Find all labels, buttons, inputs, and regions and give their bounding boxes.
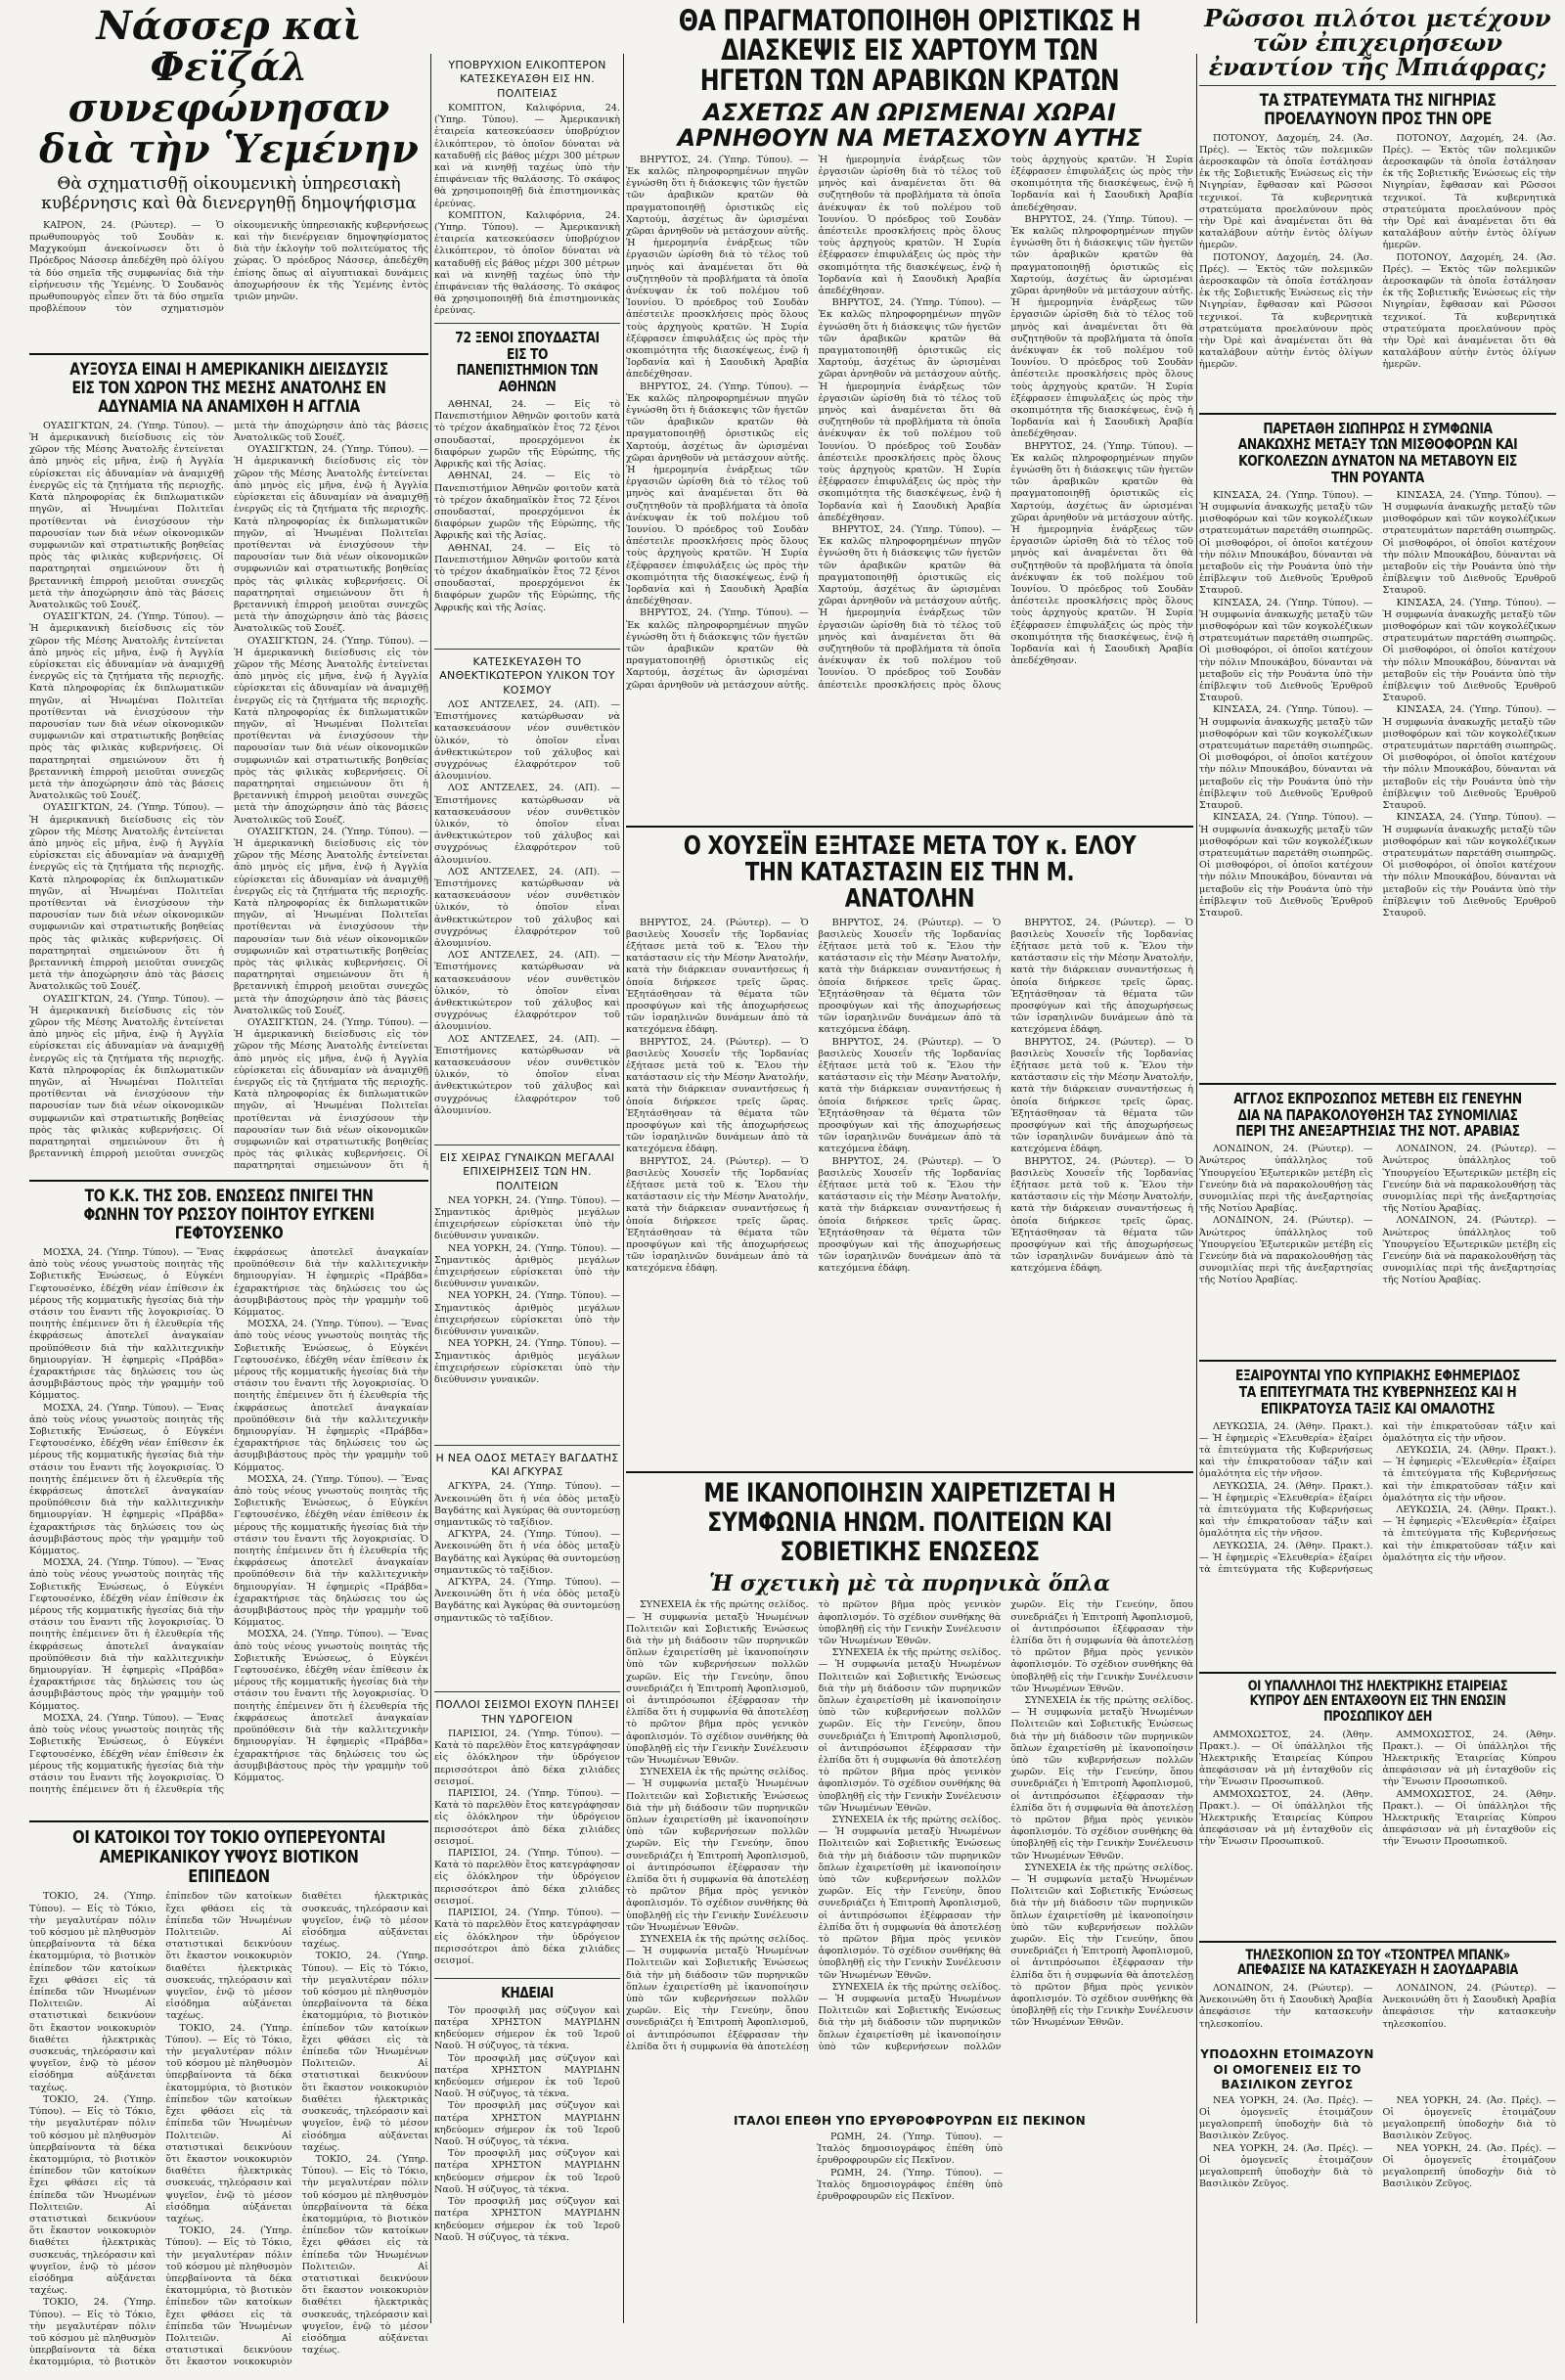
story-body: ΛΟΣ ΑΝΤΖΕΛΕΣ, 24. (ΑΠ). — Ἐπιστήμονες κατώρθωσαν νὰ κατασκευάσουν νέον συνθετικὸν ὑλικόν, τὸ ὁποῖον εἶναι ἀνθεκτικώτερον τοῦ χάλυβος καὶ συγχρόνως ἐλαφρότερον τοῦ ἀλουμινίου. <box>434 867 620 950</box>
story-body: ΟΥΑΣΙΓΚΤΩΝ, 24. (Ὑπηρ. Τύπου). — Ἡ ἀμερικανικὴ διείσδυσις εἰς τὸν χῶρον τῆς Μέσης Ἀνατολῆς ἐντείνεται ἀπὸ μηνὸς εἰς μῆνα, ἐνῷ ἡ Ἀγγλία εὑρίσκεται εἰς ἀδυναμίαν νὰ ἀναμιχθῇ ἐνεργῶς εἰς τὰ ζητήματα τῆς περιοχῆς. Κατὰ πληροφορίας ἐκ διπλωματικῶν πηγῶν, αἱ Ἡνωμέναι Πολιτεῖαι προτίθενται νὰ ἐνισχύσουν τὴν παρουσίαν των διὰ νέων οἰκονομικῶν συμφωνιῶν καὶ στρατιωτικῆς βοηθείας πρὸς τὰς φιλικὰς κυβερνήσεις. Οἱ παρατηρηταὶ σημειώνουν ὅτι ἡ βρεταννικὴ ἐπιρροὴ μειοῦται συνεχῶς μετὰ τὴν ἀποχώρησιν ἀπὸ τὰς βάσεις Ἀνατολικῶς τοῦ Σουέζ. <box>29 611 224 802</box>
story-body: ΒΗΡΥΤΟΣ, 24. (Ὑπηρ. Τύπου). — Ἐκ καλῶς πληροφορημένων πηγῶν ἐγνώσθη ὅτι ἡ διάσκεψις τῶν ἡγετῶν τῶν ἀραβικῶν κρατῶν θὰ πραγματοποιηθῇ ὁριστικῶς εἰς Χαρτούμ, ἀσχέτως ἂν ὡρισμέναι χῶραι ἀρνηθοῦν νὰ μετάσχουν αὐτῆς. Ἡ ἡμερομηνία ἐνάρξεως τῶν ἐργασιῶν ὡρίσθη διὰ τὸ τέλος τοῦ μηνὸς καὶ ἀναμένεται ὅτι θὰ συζητηθοῦν τὰ προβλήματα τὰ ὁποῖα ἀνέκυψαν ἐκ τοῦ πολέμου τοῦ Ἰουνίου. Ὁ πρόεδρος τοῦ Σουδὰν ἀπέστειλε προσκλήσεις πρὸς ὅλους τοὺς ἀρχηγοὺς κρατῶν. Ἡ Συρία ἐξέφρασεν ἐπιφυλάξεις ὡς πρὸς τὴν σκοπιμότητα τῆς διασκέψεως, ἐνῷ ἡ Ἰορδανία καὶ ἡ Σαουδικὴ Ἀραβία ἀπεδέχθησαν. <box>1010 441 1193 668</box>
story-body: ΜΟΣΧΑ, 24. (Ὑπηρ. Τύπου). — Ἕνας ἀπὸ τοὺς νέους γνωστοὺς ποιητὰς τῆς Σοβιετικῆς Ἑνώσεως, ὁ Εὐγκένι Γεφτουσένκο, ἐδέχθη νέαν ἐπίθεσιν ἐκ μέρους τῆς κομματικῆς ἡγεσίας διὰ τὴν στάσιν του ἔναντι τῆς λογοκρισίας. Ὁ ποιητὴς ἐπέμεινεν ὅτι ἡ ἐλευθερία τῆς ἐκφράσεως ἀποτελεῖ ἀναγκαίαν προϋπόθεσιν διὰ τὴν καλλιτεχνικὴν δημιουργίαν. Ἡ ἐφημερὶς «Πράβδα» ἐχαρακτήρισε τὰς δηλώσεις του ὡς ἀσυμβιβάστους πρὸς τὴν γραμμὴν τοῦ Κόμματος. <box>234 1474 428 1630</box>
story-body: ΑΜΜΟΧΩΣΤΟΣ, 24. (Ἀθην. Πρακτ.). — Οἱ ὑπάλληλοι τῆς Ἠλεκτρικῆς Ἑταιρείας Κύπρου ἀπεφάσισαν νὰ μὴ ἐνταχθοῦν εἰς τὴν Ἕνωσιν Προσωπικοῦ. <box>1383 1729 1557 1789</box>
story-body: ΟΥΑΣΙΓΚΤΩΝ, 24. (Ὑπηρ. Τύπου). — Ἡ ἀμερικανικὴ διείσδυσις εἰς τὸν χῶρον τῆς Μέσης Ἀνατολῆς ἐντείνεται ἀπὸ μηνὸς εἰς μῆνα, ἐνῷ ἡ Ἀγγλία εὑρίσκεται εἰς ἀδυναμίαν νὰ ἀναμιχθῇ ἐνεργῶς εἰς τὰ ζητήματα τῆς περιοχῆς. Κατὰ πληροφορίας ἐκ διπλωματικῶν πηγῶν, αἱ Ἡνωμέναι Πολιτεῖαι προτίθενται νὰ ἐνισχύσουν τὴν παρουσίαν των διὰ νέων οἰκονομικῶν συμφωνιῶν καὶ στρατιωτικῆς βοηθείας πρὸς τὰς φιλικὰς κυβερνήσεις. Οἱ παρατηρηταὶ σημειώνουν ὅτι ἡ βρεταννικὴ ἐπιρροὴ μειοῦται συνεχῶς μετὰ τὴν ἀποχώρησιν ἀπὸ τὰς βάσεις Ἀνατολικῶς τοῦ Σουέζ. <box>29 802 224 993</box>
story-body: ΒΗΡΥΤΟΣ, 24. (Ὑπηρ. Τύπου). — Ἐκ καλῶς πληροφορημένων πηγῶν ἐγνώσθη ὅτι ἡ διάσκεψις τῶν ἡγετῶν τῶν ἀραβικῶν κρατῶν θὰ πραγματοποιηθῇ ὁριστικῶς εἰς Χαρτούμ, ἀσχέτως ἂν ὡρισμέναι χῶραι ἀρνηθοῦν νὰ μετάσχουν αὐτῆς. Ἡ ἡμερομηνία ἐνάρξεως τῶν ἐργασιῶν ὡρίσθη διὰ τὸ τέλος τοῦ μηνὸς καὶ ἀναμένεται ὅτι θὰ συζητηθοῦν τὰ προβλήματα τὰ ὁποῖα ἀνέκυψαν ἐκ τοῦ πολέμου τοῦ Ἰουνίου. Ὁ πρόεδρος τοῦ Σουδὰν ἀπέστειλε προσκλήσεις πρὸς ὅλους τοὺς ἀρχηγοὺς κρατῶν. Ἡ Συρία ἐξέφρασεν ἐπιφυλάξεις ὡς πρὸς τὴν σκοπιμότητα τῆς διασκέψεως, ἐνῷ ἡ Ἰορδανία καὶ ἡ Σαουδικὴ Ἀραβία ἀπεδέχθησαν. <box>626 382 809 608</box>
story-title: ΤΗΛΕΣΚΟΠΙΟΝ ΣΩ ΤΟΥ «ΤΣΟΝΤΡΕΛ ΜΠΑΝΚ» ΑΠΕΦΑΣΙΣΕ ΝΑ ΚΑΤΑΣΚΕΥΑΣΗ Η ΣΑΟΥΔΑΡΑΒΙΑ <box>1231 1949 1524 1979</box>
story-body: ΝΕΑ ΥΟΡΚΗ, 24. (Ὑπηρ. Τύπου). — Σημαντικὸς ἀριθμὸς μεγάλων ἐπιχειρήσεων εὑρίσκεται ὑπὸ τὴν διεύθυνσιν γυναικῶν. <box>434 1195 620 1243</box>
story-title: ΟΙ ΥΠΑΛΛΗΛΟΙ ΤΗΣ ΗΛΕΚΤΡΙΚΗΣ ΕΤΑΙΡΕΙΑΣ ΚΥΠΡΟΥ ΔΕΝ ΕΝΤΑΧΘΟΥΝ ΕΙΣ ΤΗΝ ΕΝΩΣΙΝ ΠΡΟΣΩΠΙΚΟΥ ΔΕΗ <box>1231 1680 1524 1726</box>
story-body: ΑΘΗΝΑΙ, 24. — Εἰς τὸ Πανεπιστήμιον Ἀθηνῶν φοιτοῦν κατὰ τὸ τρέχον ἀκαδημαϊκὸν ἔτος 72 ξένοι σπουδασταί, προερχόμενοι ἐκ διαφόρων χωρῶν τῆς Εὐρώπης, τῆς Ἀφρικῆς καὶ τῆς Ἀσίας. <box>434 471 620 542</box>
story-body: ΛΟΝΔΙΝΟΝ, 24. (Ρώυτερ). — Ἀνώτερος ὑπάλληλος τοῦ Ὑπουργείου Ἐξωτερικῶν μετέβη εἰς Γενεύην διὰ νὰ παρακολουθήσῃ τὰς συνομιλίας περὶ τῆς ἀνεξαρτησίας τῆς Νοτίου Ἀραβίας. <box>1383 1215 1557 1286</box>
story-body: ΠΟΤΟΝΟΥ, Δαχομέη, 24. (Ἀσ. Πρές). — Ἐκτὸς τῶν πολεμικῶν ἀεροσκαφῶν τὰ ὁποῖα ἐστάλησαν ἐκ τῆς Σοβιετικῆς Ἑνώσεως εἰς τὴν Νιγηρίαν, ἔφθασαν καὶ Ρῶσσοι τεχνικοί. Τὰ κυβερνητικὰ στρατεύματα προελαύνουν πρὸς τὴν Ὀρὲ καὶ ἀναμένεται ὅτι θὰ καταλάβουν αὐτὴν ἐντὸς ὀλίγων ἡμερῶν. <box>1199 133 1373 252</box>
story-body: ΠΑΡΙΣΙΟΙ, 24. (Ὑπηρ. Τύπου). — Κατὰ τὸ παρελθὸν ἔτος κατεγράφησαν εἰς ὁλόκληρον τὴν ὑδρόγειον περισσότεροι ἀπὸ δέκα χιλιάδες σεισμοί. <box>434 1848 620 1908</box>
obituary-body: Τὸν προσφιλῆ μας σύζυγον καὶ πατέρα ΧΡΗΣΤΟΝ ΜΑΥΡΙΔΗΝ κηδεύομεν σήμερον ἐκ τοῦ Ἱεροῦ Ναοῦ. Ἡ σύζυγος, τὰ τέκνα. <box>434 2148 620 2196</box>
story-body: ΚΙΝΣΑΣΑ, 24. (Ὑπηρ. Τύπου). — Ἡ συμφωνία ἀνακωχῆς μεταξὺ τῶν μισθοφόρων καὶ τῶν κογκολέζικων στρατευμάτων παρετάθη σιωπηρῶς. Οἱ μισθοφόροι, οἱ ὁποῖοι κατέχουν τὴν πόλιν Μπουκάβου, δύνανται νὰ μεταβοῦν εἰς τὴν Ρουάντα ὑπὸ τὴν ἐπίβλεψιν τοῦ Διεθνοῦς Ἐρυθροῦ Σταυροῦ. <box>1383 704 1557 812</box>
story-title: ΑΓΓΛΟΣ ΕΚΠΡΟΣΩΠΟΣ ΜΕΤΕΒΗ ΕΙΣ ΓΕΝΕΥΗΝ ΔΙΑ ΝΑ ΠΑΡΑΚΟΛΟΥΘΗΣΗ ΤΑΣ ΣΥΝΟΜΙΛΙΑΣ ΠΕΡΙ ΤΗΣ ΑΝΕΞΑΡΤΗΣΙΑΣ ΤΗΣ ΝΟΤ. ΑΡΑΒΙΑΣ <box>1231 1091 1524 1140</box>
story-body: ΑΓΚΥΡΑ, 24. (Ὑπηρ. Τύπου). — Ἀνεκοινώθη ὅτι ἡ νέα ὁδὸς μεταξὺ Βαγδάτης καὶ Ἀγκύρας θὰ συντομεύσῃ σημαντικῶς τὸ ταξίδιον. <box>434 1577 620 1625</box>
story-body: ΣΥΝΕΧΕΙΑ ἐκ τῆς πρώτης σελίδος. — Ἡ συμφωνία μεταξὺ Ἡνωμένων Πολιτειῶν καὶ Σοβιετικῆς Ἑνώσεως διὰ τὴν μὴ διάδοσιν τῶν πυρηνικῶν ὅπλων ἐχαιρετίσθη μὲ ἱκανοποίησιν ὑπὸ τῶν κυβερνήσεων πολλῶν χωρῶν. Εἰς τὴν Γενεύην, ὅπου συνεδριάζει ἡ Ἐπιτροπὴ Ἀφοπλισμοῦ, οἱ ἀντιπρόσωποι ἐξέφρασαν τὴν ἐλπίδα ὅτι ἡ συμφωνία θὰ ἀποτελέσῃ τὸ πρῶτον βῆμα πρὸς γενικὸν ἀφοπλισμόν. Τὸ σχέδιον συνθήκης θὰ ὑποβληθῇ εἰς τὴν Γενικὴν Συνέλευσιν τῶν Ἡνωμένων Ἐθνῶν. <box>626 1599 809 1767</box>
story-body: ΣΥΝΕΧΕΙΑ ἐκ τῆς πρώτης σελίδος. — Ἡ συμφωνία μεταξὺ Ἡνωμένων Πολιτειῶν καὶ Σοβιετικῆς Ἑνώσεως διὰ τὴν μὴ διάδοσιν τῶν πυρηνικῶν ὅπλων ἐχαιρετίσθη μὲ ἱκανοποίησιν ὑπὸ τῶν κυβερνήσεων πολλῶν χωρῶν. Εἰς τὴν Γενεύην, ὅπου συνεδριάζει ἡ Ἐπιτροπὴ Ἀφοπλισμοῦ, οἱ ἀντιπρόσωποι ἐξέφρασαν τὴν ἐλπίδα ὅτι ἡ συμφωνία θὰ ἀποτελέσῃ τὸ πρῶτον βῆμα πρὸς γενικὸν ἀφοπλισμόν. Τὸ σχέδιον συνθήκης θὰ ὑποβληθῇ εἰς τὴν Γενικὴν Συνέλευσιν τῶν Ἡνωμένων Ἐθνῶν. <box>1010 1863 1193 2030</box>
story-title: ΠΑΡΕΤΑΘΗ ΣΙΩΠΗΡΩΣ Η ΣΥΜΦΩΝΙΑ ΑΝΑΚΩΧΗΣ ΜΕΤΑΞΥ ΤΩΝ ΜΙΣΘΟΦΟΡΩΝ ΚΑΙ ΚΟΓΚΟΛΕΖΩΝ ΔΥΝΑΤΟΝ ΝΑ ΜΕΤΑΒΟΥΝ ΕΙΣ ΤΗΝ ΡΟΥΑΝΤΑ <box>1231 421 1524 486</box>
story-body <box>434 210 620 318</box>
story-body: ΝΕΑ ΥΟΡΚΗ, 24. (Ὑπηρ. Τύπου). — Σημαντικὸς ἀριθμὸς μεγάλων ἐπιχειρήσεων εὑρίσκεται ὑπὸ τὴν διεύθυνσιν γυναικῶν. <box>434 1243 620 1291</box>
story-body: ΚΙΝΣΑΣΑ, 24. (Ὑπηρ. Τύπου). — Ἡ συμφωνία ἀνακωχῆς μεταξὺ τῶν μισθοφόρων καὶ τῶν κογκολέζικων στρατευμάτων παρετάθη σιωπηρῶς. Οἱ μισθοφόροι, οἱ ὁποῖοι κατέχουν τὴν πόλιν Μπουκάβου, δύνανται νὰ μεταβοῦν εἰς τὴν Ρουάντα ὑπὸ τὴν ἐπίβλεψιν τοῦ Διεθνοῦς Ἐρυθροῦ Σταυροῦ. <box>1199 812 1373 920</box>
story-body: ΠΟΤΟΝΟΥ, Δαχομέη, 24. (Ἀσ. Πρές). — Ἐκτὸς τῶν πολεμικῶν ἀεροσκαφῶν τὰ ὁποῖα ἐστάλησαν ἐκ τῆς Σοβιετικῆς Ἑνώσεως εἰς τὴν Νιγηρίαν, ἔφθασαν καὶ Ρῶσσοι τεχνικοί. Τὰ κυβερνητικὰ στρατεύματα προελαύνουν πρὸς τὴν Ὀρὲ καὶ ἀναμένεται ὅτι θὰ καταλάβουν αὐτὴν ἐντὸς ὀλίγων ἡμερῶν. <box>1199 252 1373 372</box>
story-body: ΚΙΝΣΑΣΑ, 24. (Ὑπηρ. Τύπου). — Ἡ συμφωνία ἀνακωχῆς μεταξὺ τῶν μισθοφόρων καὶ τῶν κογκολέζικων στρατευμάτων παρετάθη σιωπηρῶς. Οἱ μισθοφόροι, οἱ ὁποῖοι κατέχουν τὴν πόλιν Μπουκάβου, δύνανται νὰ μεταβοῦν εἰς τὴν Ρουάντα ὑπὸ τὴν ἐπίβλεψιν τοῦ Διεθνοῦς Ἐρυθροῦ Σταυροῦ. <box>1383 490 1557 598</box>
story-body: ΑΜΜΟΧΩΣΤΟΣ, 24. (Ἀθην. Πρακτ.). — Οἱ ὑπάλληλοι τῆς Ἠλεκτρικῆς Ἑταιρείας Κύπρου ἀπεφάσισαν νὰ μὴ ἐνταχθοῦν εἰς τὴν Ἕνωσιν Προσωπικοῦ. <box>1383 1789 1557 1849</box>
story-body: ΟΥΑΣΙΓΚΤΩΝ, 24. (Ὑπηρ. Τύπου). — Ἡ ἀμερικανικὴ διείσδυσις εἰς τὸν χῶρον τῆς Μέσης Ἀνατολῆς ἐντείνεται ἀπὸ μηνὸς εἰς μῆνα, ἐνῷ ἡ Ἀγγλία εὑρίσκεται εἰς ἀδυναμίαν νὰ ἀναμιχθῇ ἐνεργῶς εἰς τὰ ζητήματα τῆς περιοχῆς. Κατὰ πληροφορίας ἐκ διπλωματικῶν πηγῶν, αἱ Ἡνωμέναι Πολιτεῖαι προτίθενται νὰ ἐνισχύσουν τὴν παρουσίαν των διὰ νέων οἰκονομικῶν συμφωνιῶν καὶ στρατιωτικῆς βοηθείας πρὸς τὰς φιλικὰς κυβερνήσεις. Οἱ παρατηρηταὶ σημειώνουν ὅτι ἡ βρεταννικὴ ἐπιρροὴ μειοῦται συνεχῶς μετὰ τὴν ἀποχώρησιν ἀπὸ τὰς βάσεις Ἀνατολικῶς τοῦ Σουέζ. <box>234 827 428 1017</box>
column-2 <box>434 0 620 2269</box>
story-title: ΚΑΤΕΣΚΕΥΑΣΘΗ ΤΟ ΑΝΘΕΚΤΙΚΩΤΕΡΟΝ ΥΛΙΚΟΝ ΤΟΥ ΚΟΣΜΟΥ <box>434 655 620 697</box>
story-body: ΝΕΑ ΥΟΡΚΗ, 24. (Ὑπηρ. Τύπου). — Σημαντικὸς ἀριθμὸς μεγάλων ἐπιχειρήσεων εὑρίσκεται ὑπὸ τὴν διεύθυνσιν γυναικῶν. <box>434 1338 620 1386</box>
story-body: ΝΕΑ ΥΟΡΚΗ, 24. (Ἀσ. Πρές). — Οἱ ὁμογενεῖς ἑτοιμάζουν μεγαλοπρεπῆ ὑποδοχὴν διὰ τὸ Βασιλικὸν Ζεῦγος. <box>1199 2095 1373 2143</box>
column-rule <box>623 54 624 2323</box>
story-body: ΤΟΚΙΟ, 24. (Ὑπηρ. Τύπου). — Εἰς τὸ Τόκιο, τὴν μεγαλυτέραν πόλιν τοῦ κόσμου μὲ πληθυσμὸν ὑπερβαίνοντα τὰ δέκα ἑκατομμύρια, τὸ βιοτικὸν ἐπίπεδον τῶν κατοίκων ἔχει φθάσει εἰς τὰ ἐπίπεδα τῶν Ἡνωμένων Πολιτειῶν. Αἱ στατιστικαὶ δεικνύουν ὅτι ἕκαστον νοικοκυριὸν διαθέτει ἠλεκτρικὰς συσκευάς, τηλεόρασιν καὶ ψυγεῖον, ἐνῷ τὸ μέσον εἰσόδημα αὐξάνεται ταχέως. <box>302 1951 428 2153</box>
story-title: Ο ΧΟΥΣΕΪΝ ΕΞΗΤΑΣΕ ΜΕΤΑ ΤΟΥ κ. ΕΛΟΥ ΤΗΝ ΚΑΤΑΣΤΑΣΙΝ ΕΙΣ ΤΗΝ Μ. ΑΝΑΤΟΛΗΝ <box>677 833 1142 914</box>
story-body: ΛΟΣ ΑΝΤΖΕΛΕΣ, 24. (ΑΠ). — Ἐπιστήμονες κατώρθωσαν νὰ κατασκευάσουν νέον συνθετικὸν ὑλικόν, τὸ ὁποῖον εἶναι ἀνθεκτικώτερον τοῦ χάλυβος καὶ συγχρόνως ἐλαφρότερον τοῦ ἀλουμινίου. <box>434 1034 620 1117</box>
story-body: ΜΟΣΧΑ, 24. (Ὑπηρ. Τύπου). — Ἕνας ἀπὸ τοὺς νέους γνωστοὺς ποιητὰς τῆς Σοβιετικῆς Ἑνώσεως, ὁ Εὐγκένι Γεφτουσένκο, ἐδέχθη νέαν ἐπίθεσιν ἐκ μέρους τῆς κομματικῆς ἡγεσίας διὰ τὴν στάσιν του ἔναντι τῆς λογοκρισίας. Ὁ ποιητὴς ἐπέμεινεν ὅτι ἡ ἐλευθερία τῆς ἐκφράσεως ἀποτελεῖ ἀναγκαίαν προϋπόθεσιν διὰ τὴν καλλιτεχνικὴν δημιουργίαν. Ἡ ἐφημερὶς «Πράβδα» ἐχαρακτήρισε τὰς δηλώσεις του ὡς ἀσυμβιβάστους πρὸς τὴν γραμμὴν τοῦ Κόμματος. <box>29 1247 224 1403</box>
story-body: ΛΕΥΚΩΣΙΑ, 24. (Ἀθην. Πρακτ.). — Ἡ ἐφημερὶς «Ἐλευθερία» ἐξαίρει τὰ ἐπιτεύγματα τῆς Κυβερνήσεως καὶ τὴν ἐπικρατοῦσαν τάξιν καὶ ὁμαλότητα εἰς τὴν νῆσον. <box>1199 1421 1373 1481</box>
story-body: ΤΟΚΙΟ, 24. (Ὑπηρ. Τύπου). — Εἰς τὸ Τόκιο, τὴν μεγαλυτέραν πόλιν τοῦ κόσμου μὲ πληθυσμὸν ὑπερβαίνοντα τὰ δέκα ἑκατομμύρια, τὸ βιοτικὸν ἐπίπεδον τῶν κατοίκων ἔχει φθάσει εἰς τὰ ἐπίπεδα τῶν Ἡνωμένων Πολιτειῶν. Αἱ στατιστικαὶ δεικνύουν ὅτι ἕκαστον νοικοκυριὸν διαθέτει ἠλεκτρικὰς συσκευάς, τηλεόρασιν καὶ ψυγεῖον, ἐνῷ τὸ μέσον εἰσόδημα αὐξάνεται ταχέως. <box>165 1891 428 2380</box>
story-body: ΟΥΑΣΙΓΚΤΩΝ, 24. (Ὑπηρ. Τύπου). — Ἡ ἀμερικανικὴ διείσδυσις εἰς τὸν χῶρον τῆς Μέσης Ἀνατολῆς ἐντείνεται ἀπὸ μηνὸς εἰς μῆνα, ἐνῷ ἡ Ἀγγλία εὑρίσκεται εἰς ἀδυναμίαν νὰ ἀναμιχθῇ ἐνεργῶς εἰς τὰ ζητήματα τῆς περιοχῆς. Κατὰ πληροφορίας ἐκ διπλωματικῶν πηγῶν, αἱ Ἡνωμέναι Πολιτεῖαι προτίθενται νὰ ἐνισχύσουν τὴν παρουσίαν των διὰ νέων οἰκονομικῶν συμφωνιῶν καὶ στρατιωτικῆς βοηθείας πρὸς τὰς φιλικὰς κυβερνήσεις. Οἱ παρατηρηταὶ σημειώνουν ὅτι ἡ βρεταννικὴ ἐπιρροὴ μειοῦται συνεχῶς μετὰ τὴν ἀποχώρησιν ἀπὸ τὰς βάσεις Ἀνατολικῶς τοῦ Σουέζ. <box>234 444 428 635</box>
story-title: ΥΠΟΒΡΥΧΙΟΝ ΕΛΙΚΟΠΤΕΡΟΝ ΚΑΤΕΣΚΕΥΑΣΘΗ ΕΙΣ ΗΝ. ΠΟΛΙΤΕΙΑΣ <box>434 59 620 101</box>
story-body: ΛΟΝΔΙΝΟΝ, 24. (Ρώυτερ). — Ἀνεκοινώθη ὅτι ἡ Σαουδικὴ Ἀραβία ἀπεφάσισε τὴν κατασκευὴν τηλεσκοπίου. <box>1383 1983 1557 2031</box>
story-body: ΠΟΤΟΝΟΥ, Δαχομέη, 24. (Ἀσ. Πρές). — Ἐκτὸς τῶν πολεμικῶν ἀεροσκαφῶν τὰ ὁποῖα ἐστάλησαν ἐκ τῆς Σοβιετικῆς Ἑνώσεως εἰς τὴν Νιγηρίαν, ἔφθασαν καὶ Ρῶσσοι τεχνικοί. Τὰ κυβερνητικὰ στρατεύματα προελαύνουν πρὸς τὴν Ὀρὲ καὶ ἀναμένεται ὅτι θὰ καταλάβουν αὐτὴν ἐντὸς ὀλίγων ἡμερῶν. <box>1383 252 1557 372</box>
story-body: ΝΕΑ ΥΟΡΚΗ, 24. (Ἀσ. Πρές). — Οἱ ὁμογενεῖς ἑτοιμάζουν μεγαλοπρεπῆ ὑποδοχὴν διὰ τὸ Βασιλικὸν Ζεῦγος. <box>1199 2143 1373 2191</box>
story-body: ΤΟΚΙΟ, 24. (Ὑπηρ. Τύπου). — Εἰς τὸ Τόκιο, τὴν μεγαλυτέραν πόλιν τοῦ κόσμου μὲ πληθυσμὸν ὑπερβαίνοντα τὰ δέκα ἑκατομμύρια, τὸ βιοτικὸν ἐπίπεδον τῶν κατοίκων ἔχει φθάσει εἰς τὰ ἐπίπεδα τῶν Ἡνωμένων Πολιτειῶν. Αἱ στατιστικαὶ δεικνύουν ὅτι ἕκαστον νοικοκυριὸν διαθέτει ἠλεκτρικὰς συσκευάς, τηλεόρασιν καὶ ψυγεῖον, ἐνῷ τὸ μέσον εἰσόδημα αὐξάνεται ταχέως. <box>29 1891 156 2093</box>
story-subtitle: ΤΑ ΣΤΡΑΤΕΥΜΑΤΑ ΤΗΣ ΝΙΓΗΡΙΑΣ ΠΡΟΕΛΑΥΝΟΥΝ ΠΡΟΣ ΤΗΝ ΟΡΕ <box>1231 92 1524 129</box>
story-body: ΜΟΣΧΑ, 24. (Ὑπηρ. Τύπου). — Ἕνας ἀπὸ τοὺς νέους γνωστοὺς ποιητὰς τῆς Σοβιετικῆς Ἑνώσεως, ὁ Εὐγκένι Γεφτουσένκο, ἐδέχθη νέαν ἐπίθεσιν ἐκ μέρους τῆς κομματικῆς ἡγεσίας διὰ τὴν στάσιν του ἔναντι τῆς λογοκρισίας. Ὁ ποιητὴς ἐπέμεινεν ὅτι ἡ ἐλευθερία τῆς ἐκφράσεως ἀποτελεῖ ἀναγκαίαν προϋπόθεσιν διὰ τὴν καλλιτεχνικὴν δημιουργίαν. Ἡ ἐφημερὶς «Πράβδα» ἐχαρακτήρισε τὰς δηλώσεις του ὡς ἀσυμβιβάστους πρὸς τὴν γραμμὴν τοῦ Κόμματος. <box>29 1557 224 1713</box>
story-title: ΤΟ Κ.Κ. ΤΗΣ ΣΟΒ. ΕΝΩΣΕΩΣ ΠΝΙΓΕΙ ΤΗΝ ΦΩΝΗΝ ΤΟΥ ΡΩΣΣΟΥ ΠΟΙΗΤΟΥ ΕΥΓΚΕΝΙ ΓΕΦΤΟΥΣΕΝΚΟ <box>66 1188 393 1243</box>
story-body: ΤΟΚΙΟ, 24. (Ὑπηρ. Τύπου). — Εἰς τὸ Τόκιο, τὴν μεγαλυτέραν πόλιν τοῦ κόσμου μὲ πληθυσμὸν ὑπερβαίνοντα τὰ δέκα ἑκατομμύρια, τὸ βιοτικὸν ἐπίπεδον τῶν κατοίκων ἔχει φθάσει εἰς τὰ ἐπίπεδα τῶν Ἡνωμένων Πολιτειῶν. Αἱ στατιστικαὶ δεικνύουν ὅτι ἕκαστον νοικοκυριὸν διαθέτει ἠλεκτρικὰς συσκευάς, τηλεόρασιν καὶ ψυγεῖον, ἐνῷ τὸ μέσον εἰσόδημα αὐξάνεται ταχέως. <box>302 2154 428 2357</box>
story-body: ΣΥΝΕΧΕΙΑ ἐκ τῆς πρώτης σελίδος. — Ἡ συμφωνία μεταξὺ Ἡνωμένων Πολιτειῶν καὶ Σοβιετικῆς Ἑνώσεως διὰ τὴν μὴ διάδοσιν τῶν πυρηνικῶν ὅπλων ἐχαιρετίσθη μὲ ἱκανοποίησιν ὑπὸ τῶν κυβερνήσεων πολλῶν χωρῶν. Εἰς τὴν Γενεύην, ὅπου συνεδριάζει ἡ Ἐπιτροπὴ Ἀφοπλισμοῦ, οἱ ἀντιπρόσωποι ἐξέφρασαν τὴν ἐλπίδα ὅτι ἡ συμφωνία θὰ ἀποτελέσῃ τὸ πρῶτον βῆμα πρὸς γενικὸν ἀφοπλισμόν. Τὸ σχέδιον συνθήκης θὰ ὑποβληθῇ εἰς τὴν Γενικὴν Συνέλευσιν τῶν Ἡνωμένων Ἐθνῶν. <box>819 1647 1002 1815</box>
story-body: ΑΘΗΝΑΙ, 24. — Εἰς τὸ Πανεπιστήμιον Ἀθηνῶν φοιτοῦν κατὰ τὸ τρέχον ἀκαδημαϊκὸν ἔτος 72 ξένοι σπουδασταί, προερχόμενοι ἐκ διαφόρων χωρῶν τῆς Εὐρώπης, τῆς Ἀφρικῆς καὶ τῆς Ἀσίας. <box>434 543 620 614</box>
story-body: ΠΑΡΙΣΙΟΙ, 24. (Ὑπηρ. Τύπου). — Κατὰ τὸ παρελθὸν ἔτος κατεγράφησαν εἰς ὁλόκληρον τὴν ὑδρόγειον περισσότεροι ἀπὸ δέκα χιλιάδες σεισμοί. <box>434 1788 620 1848</box>
story-body: ΚΙΝΣΑΣΑ, 24. (Ὑπηρ. Τύπου). — Ἡ συμφωνία ἀνακωχῆς μεταξὺ τῶν μισθοφόρων καὶ τῶν κογκολέζικων στρατευμάτων παρετάθη σιωπηρῶς. Οἱ μισθοφόροι, οἱ ὁποῖοι κατέχουν τὴν πόλιν Μπουκάβου, δύνανται νὰ μεταβοῦν εἰς τὴν Ρουάντα ὑπὸ τὴν ἐπίβλεψιν τοῦ Διεθνοῦς Ἐρυθροῦ Σταυροῦ. <box>1383 812 1557 920</box>
story-title: ΕΙΣ ΧΕΙΡΑΣ ΓΥΝΑΙΚΩΝ ΜΕΓΑΛΑΙ ΕΠΙΧΕΙΡΗΣΕΙΣ ΤΩΝ ΗΝ. ΠΟΛΙΤΕΙΩΝ <box>434 1151 620 1193</box>
story-body: ΟΥΑΣΙΓΚΤΩΝ, 24. (Ὑπηρ. Τύπου). — Ἡ ἀμερικανικὴ διείσδυσις εἰς τὸν χῶρον τῆς Μέσης Ἀνατολῆς ἐντείνεται ἀπὸ μηνὸς εἰς μῆνα, ἐνῷ ἡ Ἀγγλία εὑρίσκεται εἰς ἀδυναμίαν νὰ ἀναμιχθῇ ἐνεργῶς εἰς τὰ ζητήματα τῆς περιοχῆς. Κατὰ πληροφορίας ἐκ διπλωματικῶν πηγῶν, αἱ Ἡνωμέναι Πολιτεῖαι προτίθενται νὰ ἐνισχύσουν τὴν παρουσίαν των διὰ νέων οἰκονομικῶν συμφωνιῶν καὶ στρατιωτικῆς βοηθείας πρὸς τὰς φιλικὰς κυβερνήσεις. Οἱ παρατηρηταὶ σημειώνουν ὅτι ἡ βρεταννικὴ ἐπιρροὴ μειοῦται συνεχῶς μετὰ τὴν ἀποχώρησιν ἀπὸ τὰς βάσεις Ἀνατολικῶς τοῦ Σουέζ. <box>234 636 428 827</box>
story-body: ΚΙΝΣΑΣΑ, 24. (Ὑπηρ. Τύπου). — Ἡ συμφωνία ἀνακωχῆς μεταξὺ τῶν μισθοφόρων καὶ τῶν κογκολέζικων στρατευμάτων παρετάθη σιωπηρῶς. Οἱ μισθοφόροι, οἱ ὁποῖοι κατέχουν τὴν πόλιν Μπουκάβου, δύνανται νὰ μεταβοῦν εἰς τὴν Ρουάντα ὑπὸ τὴν ἐπίβλεψιν τοῦ Διεθνοῦς Ἐρυθροῦ Σταυροῦ. <box>1199 704 1373 812</box>
story-body: ΝΕΑ ΥΟΡΚΗ, 24. (Ἀσ. Πρές). — Οἱ ὁμογενεῖς ἑτοιμάζουν μεγαλοπρεπῆ ὑποδοχὴν διὰ τὸ Βασιλικὸν Ζεῦγος. <box>1383 2143 1557 2191</box>
story-body: ΛΟΣ ΑΝΤΖΕΛΕΣ, 24. (ΑΠ). — Ἐπιστήμονες κατώρθωσαν νὰ κατασκευάσουν νέον συνθετικὸν ὑλικόν, τὸ ὁποῖον εἶναι ἀνθεκτικώτερον τοῦ χάλυβος καὶ συγχρόνως ἐλαφρότερον τοῦ ἀλουμινίου. <box>434 699 620 783</box>
story-body: ΝΕΑ ΥΟΡΚΗ, 24. (Ὑπηρ. Τύπου). — Σημαντικὸς ἀριθμὸς μεγάλων ἐπιχειρήσεων εὑρίσκεται ὑπὸ τὴν διεύθυνσιν γυναικῶν. <box>434 1290 620 1338</box>
story-body: ΒΗΡΥΤΟΣ, 24. (Ρώυτερ). — Ὁ βασιλεὺς Χουσεΐν τῆς Ἰορδανίας ἐξήτασε μετὰ τοῦ κ. Ἔλου τὴν κατάστασιν εἰς τὴν Μέσην Ἀνατολήν, κατὰ τὴν διάρκειαν συναντήσεως ἡ ὁποία διήρκεσε τρεῖς ὥρας. Ἐξητάσθησαν τὰ θέματα τῶν προσφύγων καὶ τῆς ἀποχωρήσεως τῶν ἰσραηλινῶν δυνάμεων ἀπὸ τὰ κατεχόμενα ἐδάφη. <box>1010 918 1193 1037</box>
column-3 <box>626 0 1193 2210</box>
story-body: ΟΥΑΣΙΓΚΤΩΝ, 24. (Ὑπηρ. Τύπου). — Ἡ ἀμερικανικὴ διείσδυσις εἰς τὸν χῶρον τῆς Μέσης Ἀνατολῆς ἐντείνεται ἀπὸ μηνὸς εἰς μῆνα, ἐνῷ ἡ Ἀγγλία εὑρίσκεται εἰς ἀδυναμίαν νὰ ἀναμιχθῇ ἐνεργῶς εἰς τὰ ζητήματα τῆς περιοχῆς. Κατὰ πληροφορίας ἐκ διπλωματικῶν πηγῶν, αἱ Ἡνωμέναι Πολιτεῖαι προτίθενται νὰ ἐνισχύσουν τὴν παρουσίαν των διὰ νέων οἰκονομικῶν συμφωνιῶν καὶ στρατιωτικῆς βοηθείας πρὸς τὰς φιλικὰς κυβερνήσεις. Οἱ παρατηρηταὶ σημειώνουν ὅτι ἡ βρεταννικὴ ἐπιρροὴ μειοῦται συνεχῶς μετὰ τὴν ἀποχώρησιν ἀπὸ τὰς βάσεις Ἀνατολικῶς τοῦ Σουέζ. <box>29 421 428 1174</box>
story-title: ΑΥΞΟΥΣΑ ΕΙΝΑΙ Η ΑΜΕΡΙΚΑΝΙΚΗ ΔΙΕΙΣΔΥΣΙΣ ΕΙΣ ΤΟΝ ΧΩΡΟΝ ΤΗΣ ΜΕΣΗΣ ΑΝΑΤΟΛΗΣ ΕΝ ΑΔΥΝΑΜΙΑ ΝΑ ΑΝΑΜΙΧΘΗ Η ΑΓΓΛΙΑ <box>66 361 393 417</box>
story-body: ΜΟΣΧΑ, 24. (Ὑπηρ. Τύπου). — Ἕνας ἀπὸ τοὺς νέους γνωστοὺς ποιητὰς τῆς Σοβιετικῆς Ἑνώσεως, ὁ Εὐγκένι Γεφτουσένκο, ἐδέχθη νέαν ἐπίθεσιν ἐκ μέρους τῆς κομματικῆς ἡγεσίας διὰ τὴν στάσιν του ἔναντι τῆς λογοκρισίας. Ὁ ποιητὴς ἐπέμεινεν ὅτι ἡ ἐλευθερία τῆς ἐκφράσεως ἀποτελεῖ ἀναγκαίαν προϋπόθεσιν διὰ τὴν καλλιτεχνικὴν δημιουργίαν. Ἡ ἐφημερὶς «Πράβδα» ἐχαρακτήρισε τὰς δηλώσεις του ὡς ἀσυμβιβάστους πρὸς τὴν γραμμὴν τοῦ Κόμματος. <box>234 1629 428 1784</box>
story-title: Ρῶσσοι πιλότοι μετέχουν τῶν ἐπιχειρήσεων ἐναντίον τῆς Μπιάφρας; <box>1199 6 1556 80</box>
story-body: ΠΟΤΟΝΟΥ, Δαχομέη, 24. (Ἀσ. Πρές). — Ἐκτὸς τῶν πολεμικῶν ἀεροσκαφῶν τὰ ὁποῖα ἐστάλησαν ἐκ τῆς Σοβιετικῆς Ἑνώσεως εἰς τὴν Νιγηρίαν, ἔφθασαν καὶ Ρῶσσοι τεχνικοί. Τὰ κυβερνητικὰ στρατεύματα προελαύνουν πρὸς τὴν Ὀρὲ καὶ ἀναμένεται ὅτι θὰ καταλάβουν αὐτὴν ἐντὸς ὀλίγων ἡμερῶν. <box>1383 133 1557 252</box>
story-body: ΒΗΡΥΤΟΣ, 24. (Ρώυτερ). — Ὁ βασιλεὺς Χουσεΐν τῆς Ἰορδανίας ἐξήτασε μετὰ τοῦ κ. Ἔλου τὴν κατάστασιν εἰς τὴν Μέσην Ἀνατολήν, κατὰ τὴν διάρκειαν συναντήσεως ἡ ὁποία διήρκεσε τρεῖς ὥρας. Ἐξητάσθησαν τὰ θέματα τῶν προσφύγων καὶ τῆς ἀποχωρήσεως τῶν ἰσραηλινῶν δυνάμεων ἀπὸ τὰ κατεχόμενα ἐδάφη. <box>819 1156 1002 1276</box>
obituary-body: Τὸν προσφιλῆ μας σύζυγον καὶ πατέρα ΧΡΗΣΤΟΝ ΜΑΥΡΙΔΗΝ κηδεύομεν σήμερον ἐκ τοῦ Ἱεροῦ Ναοῦ. Ἡ σύζυγος, τὰ τέκνα. <box>434 2005 620 2053</box>
story-body: ΛΟΝΔΙΝΟΝ, 24. (Ρώυτερ). — Ἀνώτερος ὑπάλληλος τοῦ Ὑπουργείου Ἐξωτερικῶν μετέβη εἰς Γενεύην διὰ νὰ παρακολουθήσῃ τὰς συνομιλίας περὶ τῆς ἀνεξαρτησίας τῆς Νοτίου Ἀραβίας. <box>1383 1144 1557 1215</box>
story-body: ΣΥΝΕΧΕΙΑ ἐκ τῆς πρώτης σελίδος. — Ἡ συμφωνία μεταξὺ Ἡνωμένων Πολιτειῶν καὶ Σοβιετικῆς Ἑνώσεως διὰ τὴν μὴ διάδοσιν τῶν πυρηνικῶν ὅπλων ἐχαιρετίσθη μὲ ἱκανοποίησιν ὑπὸ τῶν κυβερνήσεων πολλῶν χωρῶν. Εἰς τὴν Γενεύην, ὅπου συνεδριάζει ἡ Ἐπιτροπὴ Ἀφοπλισμοῦ, οἱ ἀντιπρόσωποι ἐξέφρασαν τὴν ἐλπίδα ὅτι ἡ συμφωνία θὰ ἀποτελέσῃ τὸ πρῶτον βῆμα πρὸς γενικὸν ἀφοπλισμόν. Τὸ σχέδιον συνθήκης θὰ ὑποβληθῇ εἰς τὴν Γενικὴν Συνέλευσιν τῶν Ἡνωμένων Ἐθνῶν. <box>1010 1695 1193 1863</box>
lead-story-body: ΚΑΪΡΟΝ, 24. (Ρώυτερ). — Ὁ πρωθυπουργὸς τοῦ Σουδὰν κ. Μαχγκούμπ ἀνεκοίνωσεν ὅτι ὁ Πρόεδρος Νάσσερ ἀπεδέχθη πρὸ ὀλίγου τὰ δύο σημεῖα τῆς συμφωνίας διὰ τὴν εἰρήνευσιν τῆς Ὑεμένης. Ὁ Σουδανὸς πρωθυπουργὸς εἶπεν ὅτι τὰ δύο σημεῖα προβλέπουν τὸν σχηματισμὸν οἰκουμενικῆς ὑπηρεσιακῆς κυβερνήσεως καὶ τὴν διενέργειαν δημοψηφίσματος διὰ τὴν ἐκλογὴν τοῦ πολιτεύματος τῆς χώρας. Ὁ πρόεδρος Νάσσερ, ἀπεδέχθη ἐπίσης ὅπως αἱ αἰγυπτιακαὶ δυνάμεις ἀποχωρήσουν ἐκ τῆς Ὑεμένης ἐντὸς τριῶν μηνῶν. <box>29 220 428 316</box>
story-title: 72 ΞΕΝΟΙ ΣΠΟΥΔΑΣΤΑΙ ΕΙΣ ΤΟ ΠΑΝΕΠΙΣΤΗΜΙΟΝ ΤΩΝ ΑΘΗΝΩΝ <box>451 330 604 395</box>
story-title: ΥΠΟΔΟΧΗΝ ΕΤΟΙΜΑΖΟΥΝ ΟΙ ΟΜΟΓΕΝΕΙΣ ΕΙΣ ΤΟ ΒΑΣΙΛΙΚΟΝ ΖΕΥΓΟΣ <box>1199 2047 1375 2093</box>
story-body: ΒΗΡΥΤΟΣ, 24. (Ὑπηρ. Τύπου). — Ἐκ καλῶς πληροφορημένων πηγῶν ἐγνώσθη ὅτι ἡ διάσκεψις τῶν ἡγετῶν τῶν ἀραβικῶν κρατῶν θὰ πραγματοποιηθῇ ὁριστικῶς εἰς Χαρτούμ, ἀσχέτως ἂν ὡρισμέναι χῶραι ἀρνηθοῦν νὰ μετάσχουν αὐτῆς. Ἡ ἡμερομηνία ἐνάρξεως τῶν ἐργασιῶν ὡρίσθη διὰ τὸ τέλος τοῦ μηνὸς καὶ ἀναμένεται ὅτι θὰ συζητηθοῦν τὰ προβλήματα τὰ ὁποῖα ἀνέκυψαν ἐκ τοῦ πολέμου τοῦ Ἰουνίου. Ὁ πρόεδρος τοῦ Σουδὰν ἀπέστειλε προσκλήσεις πρὸς ὅλους τοὺς ἀρχηγοὺς κρατῶν. Ἡ Συρία ἐξέφρασεν ἐπιφυλάξεις ὡς πρὸς τὴν σκοπιμότητα τῆς διασκέψεως, ἐνῷ ἡ Ἰορδανία καὶ ἡ Σαουδικὴ Ἀραβία ἀπεδέχθησαν. <box>1010 214 1193 441</box>
story-body: ΒΗΡΥΤΟΣ, 24. (Ὑπηρ. Τύπου). — Ἐκ καλῶς πληροφορημένων πηγῶν ἐγνώσθη ὅτι ἡ διάσκεψις τῶν ἡγετῶν τῶν ἀραβικῶν κρατῶν θὰ πραγματοποιηθῇ ὁριστικῶς εἰς Χαρτούμ, ἀσχέτως ἂν ὡρισμέναι χῶραι ἀρνηθοῦν νὰ μετάσχουν αὐτῆς. Ἡ ἡμερομηνία ἐνάρξεως τῶν ἐργασιῶν ὡρίσθη διὰ τὸ τέλος τοῦ μηνὸς καὶ ἀναμένεται ὅτι θὰ συζητηθοῦν τὰ προβλήματα τὰ ὁποῖα ἀνέκυψαν ἐκ τοῦ πολέμου τοῦ Ἰουνίου. Ὁ πρόεδρος τοῦ Σουδὰν ἀπέστειλε προσκλήσεις πρὸς ὅλους τοὺς ἀρχηγοὺς κρατῶν. Ἡ Συρία ἐξέφρασεν ἐπιφυλάξεις ὡς πρὸς τὴν σκοπιμότητα τῆς διασκέψεως, ἐνῷ ἡ Ἰορδανία καὶ ἡ Σαουδικὴ Ἀραβία ἀπεδέχθησαν. <box>626 155 1001 692</box>
obituary-body: Τὸν προσφιλῆ μας σύζυγον καὶ πατέρα ΧΡΗΣΤΟΝ ΜΑΥΡΙΔΗΝ κηδεύομεν σήμερον ἐκ τοῦ Ἱεροῦ Ναοῦ. Ἡ σύζυγος, τὰ τέκνα. <box>434 2100 620 2148</box>
obituary-body: Τὸν προσφιλῆ μας σύζυγον καὶ πατέρα ΧΡΗΣΤΟΝ ΜΑΥΡΙΔΗΝ κηδεύομεν σήμερον ἐκ τοῦ Ἱεροῦ Ναοῦ. Ἡ σύζυγος, τὰ τέκνα. <box>434 2053 620 2101</box>
story-body: ΠΑΡΙΣΙΟΙ, 24. (Ὑπηρ. Τύπου). — Κατὰ τὸ παρελθὸν ἔτος κατεγράφησαν εἰς ὁλόκληρον τὴν ὑδρόγειον περισσότεροι ἀπὸ δέκα χιλιάδες σεισμοί. <box>434 1729 620 1788</box>
story-body: ΜΟΣΧΑ, 24. (Ὑπηρ. Τύπου). — Ἕνας ἀπὸ τοὺς νέους γνωστοὺς ποιητὰς τῆς Σοβιετικῆς Ἑνώσεως, ὁ Εὐγκένι Γεφτουσένκο, ἐδέχθη νέαν ἐπίθεσιν ἐκ μέρους τῆς κομματικῆς ἡγεσίας διὰ τὴν στάσιν του ἔναντι τῆς λογοκρισίας. Ὁ ποιητὴς ἐπέμεινεν ὅτι ἡ ἐλευθερία τῆς ἐκφράσεως ἀποτελεῖ ἀναγκαίαν προϋπόθεσιν διὰ τὴν καλλιτεχνικὴν δημιουργίαν. Ἡ ἐφημερὶς «Πράβδα» ἐχαρακτήρισε τὰς δηλώσεις του ὡς ἀσυμβιβάστους πρὸς τὴν γραμμὴν τοῦ Κόμματος. <box>29 1247 428 1796</box>
story-body: ΚΙΝΣΑΣΑ, 24. (Ὑπηρ. Τύπου). — Ἡ συμφωνία ἀνακωχῆς μεταξὺ τῶν μισθοφόρων καὶ τῶν κογκολέζικων στρατευμάτων παρετάθη σιωπηρῶς. Οἱ μισθοφόροι, οἱ ὁποῖοι κατέχουν τὴν πόλιν Μπουκάβου, δύνανται νὰ μεταβοῦν εἰς τὴν Ρουάντα ὑπὸ τὴν ἐπίβλεψιν τοῦ Διεθνοῦς Ἐρυθροῦ Σταυροῦ. <box>1199 490 1373 598</box>
lead-story-title: Νάσσερ καὶ Φεϊζάλ συνεφώνησαν διὰ τὴν Ὑεμένην <box>29 6 428 170</box>
story-title: ΙΤΑΛΟΙ ΕΠΕΘΗ ΥΠΟ ΕΡΥΘΡΟΦΡΟΥΡΩΝ ΕΙΣ ΠΕΚΙΝΟΝ <box>626 2114 1193 2130</box>
story-body: ΣΥΝΕΧΕΙΑ ἐκ τῆς πρώτης σελίδος. — Ἡ συμφωνία μεταξὺ Ἡνωμένων Πολιτειῶν καὶ Σοβιετικῆς Ἑνώσεως διὰ τὴν μὴ διάδοσιν τῶν πυρηνικῶν ὅπλων ἐχαιρετίσθη μὲ ἱκανοποίησιν ὑπὸ τῶν κυβερνήσεων πολλῶν χωρῶν. Εἰς τὴν Γενεύην, ὅπου συνεδριάζει ἡ Ἐπιτροπὴ Ἀφοπλισμοῦ, οἱ ἀντιπρόσωποι ἐξέφρασαν τὴν ἐλπίδα ὅτι ἡ συμφωνία θὰ ἀποτελέσῃ τὸ πρῶτον βῆμα πρὸς γενικὸν ἀφοπλισμόν. Τὸ σχέδιον συνθήκης θὰ ὑποβληθῇ εἰς τὴν Γενικὴν Συνέλευσιν τῶν Ἡνωμένων Ἐθνῶν. <box>626 1767 809 1934</box>
story-body: ΒΗΡΥΤΟΣ, 24. (Ρώυτερ). — Ὁ βασιλεὺς Χουσεΐν τῆς Ἰορδανίας ἐξήτασε μετὰ τοῦ κ. Ἔλου τὴν κατάστασιν εἰς τὴν Μέσην Ἀνατολήν, κατὰ τὴν διάρκειαν συναντήσεως ἡ ὁποία διήρκεσε τρεῖς ὥρας. Ἐξητάσθησαν τὰ θέματα τῶν προσφύγων καὶ τῆς ἀποχωρήσεως τῶν ἰσραηλινῶν δυνάμεων ἀπὸ τὰ κατεχόμενα ἐδάφη. <box>1010 1037 1193 1156</box>
story-body: ΣΥΝΕΧΕΙΑ ἐκ τῆς πρώτης σελίδος. — Ἡ συμφωνία μεταξὺ Ἡνωμένων Πολιτειῶν καὶ Σοβιετικῆς Ἑνώσεως διὰ τὴν μὴ διάδοσιν τῶν πυρηνικῶν ὅπλων ἐχαιρετίσθη μὲ ἱκανοποίησιν ὑπὸ τῶν κυβερνήσεων πολλῶν χωρῶν. Εἰς τὴν Γενεύην, ὅπου συνεδριάζει ἡ Ἐπιτροπὴ Ἀφοπλισμοῦ, οἱ ἀντιπρόσωποι ἐξέφρασαν τὴν ἐλπίδα ὅτι ἡ συμφωνία θὰ ἀποτελέσῃ τὸ πρῶτον βῆμα πρὸς γενικὸν ἀφοπλισμόν. Τὸ σχέδιον συνθήκης θὰ ὑποβληθῇ εἰς τὴν Γενικὴν Συνέλευσιν τῶν Ἡνωμένων Ἐθνῶν. <box>819 1599 1193 2053</box>
story-body: ΣΥΝΕΧΕΙΑ ἐκ τῆς πρώτης σελίδος. — Ἡ συμφωνία μεταξὺ Ἡνωμένων Πολιτειῶν καὶ Σοβιετικῆς Ἑνώσεως διὰ τὴν μὴ διάδοσιν τῶν πυρηνικῶν ὅπλων ἐχαιρετίσθη μὲ ἱκανοποίησιν ὑπὸ τῶν κυβερνήσεων πολλῶν χωρῶν. Εἰς τὴν Γενεύην, ὅπου συνεδριάζει ἡ Ἐπιτροπὴ Ἀφοπλισμοῦ, οἱ ἀντιπρόσωποι ἐξέφρασαν τὴν ἐλπίδα ὅτι ἡ συμφωνία θὰ ἀποτελέσῃ τὸ πρῶτον βῆμα πρὸς γενικὸν ἀφοπλισμόν. Τὸ σχέδιον συνθήκης θὰ ὑποβληθῇ εἰς τὴν Γενικὴν Συνέλευσιν τῶν Ἡνωμένων Ἐθνῶν. <box>819 1815 1002 1982</box>
story-body: ΜΟΣΧΑ, 24. (Ὑπηρ. Τύπου). — Ἕνας ἀπὸ τοὺς νέους γνωστοὺς ποιητὰς τῆς Σοβιετικῆς Ἑνώσεως, ὁ Εὐγκένι Γεφτουσένκο, ἐδέχθη νέαν ἐπίθεσιν ἐκ μέρους τῆς κομματικῆς ἡγεσίας διὰ τὴν στάσιν του ἔναντι τῆς λογοκρισίας. Ὁ ποιητὴς ἐπέμεινεν ὅτι ἡ ἐλευθερία τῆς ἐκφράσεως ἀποτελεῖ ἀναγκαίαν προϋπόθεσιν διὰ τὴν καλλιτεχνικὴν δημιουργίαν. Ἡ ἐφημερὶς «Πράβδα» ἐχαρακτήρισε τὰς δηλώσεις του ὡς ἀσυμβιβάστους πρὸς τὴν γραμμὴν τοῦ Κόμματος. <box>234 1319 428 1474</box>
story-title: ΠΟΛΛΟΙ ΣΕΙΣΜΟΙ ΕΧΟΥΝ ΠΛΗΞΕΙ ΤΗΝ ΥΔΡΟΓΕΙΟΝ <box>434 1698 620 1727</box>
story-title: Η ΝΕΑ ΟΔΟΣ ΜΕΤΑΞΥ ΒΑΓΔΑΤΗΣ ΚΑΙ ΑΓΚΥΡΑΣ <box>434 1452 620 1480</box>
main-subheadline: ΑΣΧΕΤΩΣ ΑΝ ΩΡΙΣΜΕΝΑΙ ΧΩΡΑΙ ΑΡΝΗΘΟΥΝ ΝΑ ΜΕΤΑΣΧΟΥΝ ΑΥΤΗΣ <box>626 101 1193 150</box>
story-body: ΒΗΡΥΤΟΣ, 24. (Ὑπηρ. Τύπου). — Ἐκ καλῶς πληροφορημένων πηγῶν ἐγνώσθη ὅτι ἡ διάσκεψις τῶν ἡγετῶν τῶν ἀραβικῶν κρατῶν θὰ πραγματοποιηθῇ ὁριστικῶς εἰς Χαρτούμ, ἀσχέτως ἂν ὡρισμέναι χῶραι ἀρνηθοῦν νὰ μετάσχουν αὐτῆς. Ἡ ἡμερομηνία ἐνάρξεως τῶν ἐργασιῶν ὡρίσθη διὰ τὸ τέλος τοῦ μηνὸς καὶ ἀναμένεται ὅτι θὰ συζητηθοῦν τὰ προβλήματα τὰ ὁποῖα ἀνέκυψαν ἐκ τοῦ πολέμου τοῦ Ἰουνίου. Ὁ πρόεδρος τοῦ Σουδὰν ἀπέστειλε προσκλήσεις πρὸς ὅλους τοὺς ἀρχηγοὺς κρατῶν. Ἡ Συρία ἐξέφρασεν ἐπιφυλάξεις ὡς πρὸς τὴν σκοπιμότητα τῆς διασκέψεως, ἐνῷ ἡ Ἰορδανία καὶ ἡ Σαουδικὴ Ἀραβία ἀπεδέχθησαν. <box>819 155 1193 692</box>
story-body: ΚΟΜΠΤΟΝ, Καλιφόρνια, 24. (Ὑπηρ. Τύπου). — Ἀμερικανικὴ ἑταιρεία κατεσκεύασεν ὑποβρύχιον ἑλικόπτερον, τὸ ὁποῖον δύναται νὰ καταδυθῇ εἰς βάθος μέχρι 300 μέτρων καὶ νὰ κινηθῇ ταχέως ὑπὸ τὴν ἐπιφάνειαν τῆς θαλάσσης. Τὸ σκάφος θὰ χρησιμοποιηθῇ διὰ ἐπιστημονικὰς ἐρεύνας. <box>434 103 620 210</box>
lead-story-subtitle: Θὰ σχηματισθῇ οἰκουμενικὴ ὑπηρεσιακὴ κυβέρνησις καὶ θὰ διενεργηθῇ δημοψήφισμα <box>29 174 428 214</box>
story-body: ΚΙΝΣΑΣΑ, 24. (Ὑπηρ. Τύπου). — Ἡ συμφωνία ἀνακωχῆς μεταξὺ τῶν μισθοφόρων καὶ τῶν κογκολέζικων στρατευμάτων παρετάθη σιωπηρῶς. Οἱ μισθοφόροι, οἱ ὁποῖοι κατέχουν τὴν πόλιν Μπουκάβου, δύνανται νὰ μεταβοῦν εἰς τὴν Ρουάντα ὑπὸ τὴν ἐπίβλεψιν τοῦ Διεθνοῦς Ἐρυθροῦ Σταυροῦ. <box>1199 598 1373 705</box>
story-subtitle: Ἡ σχετικὴ μὲ τὰ πυρηνικὰ ὅπλα <box>626 1573 1193 1595</box>
story-body: ΣΥΝΕΧΕΙΑ ἐκ τῆς πρώτης σελίδος. — Ἡ συμφωνία μεταξὺ Ἡνωμένων Πολιτειῶν καὶ Σοβιετικῆς Ἑνώσεως διὰ τὴν μὴ διάδοσιν τῶν πυρηνικῶν ὅπλων ἐχαιρετίσθη μὲ ἱκανοποίησιν ὑπὸ τῶν κυβερνήσεων πολλῶν χωρῶν. Εἰς τὴν Γενεύην, ὅπου συνεδριάζει ἡ Ἐπιτροπὴ Ἀφοπλισμοῦ, οἱ ἀντιπρόσωποι ἐξέφρασαν τὴν ἐλπίδα ὅτι ἡ συμφωνία θὰ ἀποτελέσῃ τὸ πρῶτον βῆμα πρὸς γενικὸν ἀφοπλισμόν. Τὸ σχέδιον συνθήκης θὰ ὑποβληθῇ εἰς τὴν Γενικὴν Συνέλευσιν τῶν Ἡνωμένων Ἐθνῶν. <box>626 1599 1001 2053</box>
story-title: ΟΙ ΚΑΤΟΙΚΟΙ ΤΟΥ ΤΟΚΙΟ ΟΥΠΕΡΕΥΟΝΤΑΙ ΑΜΕΡΙΚΑΝΙΚΟΥ ΥΨΟΥΣ ΒΙΟΤΙΚΟΝ ΕΠΙΠΕΔΟΝ <box>66 1828 393 1887</box>
story-body: ΑΓΚΥΡΑ, 24. (Ὑπηρ. Τύπου). — Ἀνεκοινώθη ὅτι ἡ νέα ὁδὸς μεταξὺ Βαγδάτης καὶ Ἀγκύρας θὰ συντομεύσῃ σημαντικῶς τὸ ταξίδιον. <box>434 1481 620 1529</box>
column-1 <box>29 0 428 2380</box>
story-body: ΛΟΝΔΙΝΟΝ, 24. (Ρώυτερ). — Ἀνώτερος ὑπάλληλος τοῦ Ὑπουργείου Ἐξωτερικῶν μετέβη εἰς Γενεύην διὰ νὰ παρακολουθήσῃ τὰς συνομιλίας περὶ τῆς ἀνεξαρτησίας τῆς Νοτίου Ἀραβίας. <box>1199 1144 1373 1215</box>
column-4 <box>1199 0 1556 2271</box>
story-body: ΒΗΡΥΤΟΣ, 24. (Ρώυτερ). — Ὁ βασιλεὺς Χουσεΐν τῆς Ἰορδανίας ἐξήτασε μετὰ τοῦ κ. Ἔλου τὴν κατάστασιν εἰς τὴν Μέσην Ἀνατολήν, κατὰ τὴν διάρκειαν συναντήσεως ἡ ὁποία διήρκεσε τρεῖς ὥρας. Ἐξητάσθησαν τὰ θέματα τῶν προσφύγων καὶ τῆς ἀποχωρήσεως τῶν ἰσραηλινῶν δυνάμεων ἀπὸ τὰ κατεχόμενα ἐδάφη. <box>1010 1156 1193 1276</box>
story-body: ΟΥΑΣΙΓΚΤΩΝ, 24. (Ὑπηρ. Τύπου). — Ἡ ἀμερικανικὴ διείσδυσις εἰς τὸν χῶρον τῆς Μέσης Ἀνατολῆς ἐντείνεται ἀπὸ μηνὸς εἰς μῆνα, ἐνῷ ἡ Ἀγγλία εὑρίσκεται εἰς ἀδυναμίαν νὰ ἀναμιχθῇ ἐνεργῶς εἰς τὰ ζητήματα τῆς περιοχῆς. Κατὰ πληροφορίας ἐκ διπλωματικῶν πηγῶν, αἱ Ἡνωμέναι Πολιτεῖαι προτίθενται νὰ ἐνισχύσουν τὴν παρουσίαν των διὰ νέων οἰκονομικῶν συμφωνιῶν καὶ στρατιωτικῆς βοηθείας πρὸς τὰς φιλικὰς κυβερνήσεις. Οἱ παρατηρηταὶ σημειώνουν ὅτι ἡ <box>234 421 428 1174</box>
story-body: ΒΗΡΥΤΟΣ, 24. (Ρώυτερ). — Ὁ βασιλεὺς Χουσεΐν τῆς Ἰορδανίας ἐξήτασε μετὰ τοῦ κ. Ἔλου τὴν κατάστασιν εἰς τὴν Μέσην Ἀνατολήν, κατὰ τὴν διάρκειαν συναντήσεως ἡ ὁποία διήρκεσε τρεῖς ὥρας. Ἐξητάσθησαν τὰ θέματα τῶν προσφύγων καὶ τῆς ἀποχωρήσεως τῶν ἰσραηλινῶν δυνάμεων ἀπὸ τὰ κατεχόμενα ἐδάφη. <box>626 1037 809 1156</box>
story-body: ΑΜΜΟΧΩΣΤΟΣ, 24. (Ἀθην. Πρακτ.). — Οἱ ὑπάλληλοι τῆς Ἠλεκτρικῆς Ἑταιρείας Κύπρου ἀπεφάσισαν νὰ μὴ ἐνταχθοῦν εἰς τὴν Ἕνωσιν Προσωπικοῦ. <box>1199 1729 1373 1789</box>
story-body: ΛΕΥΚΩΣΙΑ, 24. (Ἀθην. Πρακτ.). — Ἡ ἐφημερὶς «Ἐλευθερία» ἐξαίρει τὰ ἐπιτεύγματα τῆς Κυβερνήσεως καὶ τὴν ἐπικρατοῦσαν τάξιν καὶ ὁμαλότητα εἰς τὴν νῆσον. <box>1383 1445 1557 1504</box>
story-body: ΒΗΡΥΤΟΣ, 24. (Ὑπηρ. Τύπου). — Ἐκ καλῶς πληροφορημένων πηγῶν ἐγνώσθη ὅτι ἡ διάσκεψις τῶν ἡγετῶν τῶν ἀραβικῶν κρατῶν θὰ πραγματοποιηθῇ ὁριστικῶς εἰς Χαρτούμ, ἀσχέτως ἂν ὡρισμέναι χῶραι ἀρνηθοῦν νὰ μετάσχουν αὐτῆς. Ἡ ἡμερομηνία ἐνάρξεως τῶν ἐργασιῶν ὡρίσθη διὰ τὸ τέλος τοῦ μηνὸς καὶ ἀναμένεται ὅτι θὰ συζητηθοῦν τὰ προβλήματα τὰ ὁποῖα ἀνέκυψαν ἐκ τοῦ πολέμου τοῦ Ἰουνίου. Ὁ πρόεδρος τοῦ Σουδὰν ἀπέστειλε προσκλήσεις πρὸς ὅλους τοὺς ἀρχηγοὺς κρατῶν. Ἡ Συρία ἐξέφρασεν ἐπιφυλάξεις ὡς πρὸς τὴν σκοπιμότητα τῆς διασκέψεως, ἐνῷ ἡ Ἰορδανία καὶ ἡ Σαουδικὴ Ἀραβία ἀπεδέχθησαν. <box>819 297 1002 524</box>
column-rule <box>1196 54 1197 2323</box>
story-body: ΛΕΥΚΩΣΙΑ, 24. (Ἀθην. Πρακτ.). — Ἡ ἐφημερὶς «Ἐλευθερία» ἐξαίρει τὰ ἐπιτεύγματα τῆς Κυβερνήσεως καὶ τὴν ἐπικρατοῦσαν τάξιν καὶ ὁμαλότητα εἰς τὴν νῆσον. <box>1383 1504 1557 1564</box>
story-body: ΛΕΥΚΩΣΙΑ, 24. (Ἀθην. Πρακτ.). — Ἡ ἐφημερὶς «Ἐλευθερία» ἐξαίρει τὰ ἐπιτεύγματα τῆς Κυβερνήσεως καὶ τὴν ἐπικρατοῦσαν τάξιν καὶ ὁμαλότητα εἰς τὴν νῆσον. <box>1199 1481 1373 1541</box>
column-rule <box>430 54 431 2323</box>
story-body: ΑΓΚΥΡΑ, 24. (Ὑπηρ. Τύπου). — Ἀνεκοινώθη ὅτι ἡ νέα ὁδὸς μεταξὺ Βαγδάτης καὶ Ἀγκύρας θὰ συντομεύσῃ σημαντικῶς τὸ ταξίδιον. <box>434 1529 620 1577</box>
story-title: ΕΞΑΙΡΟΥΝΤΑΙ ΥΠΟ ΚΥΠΡΙΑΚΗΣ ΕΦΗΜΕΡΙΔΟΣ ΤΑ ΕΠΙΤΕΥΓΜΑΤΑ ΤΗΣ ΚΥΒΕΡΝΗΣΕΩΣ ΚΑΙ Η ΕΠΙΚΡΑΤΟΥΣΑ ΤΑΞΙΣ ΚΑΙ ΟΜΑΛΟΤΗΣ <box>1231 1368 1524 1416</box>
story-body: ΛΟΝΔΙΝΟΝ, 24. (Ρώυτερ). — Ἀνεκοινώθη ὅτι ἡ Σαουδικὴ Ἀραβία ἀπεφάσισε τὴν κατασκευὴν τηλεσκοπίου. <box>1199 1983 1373 2031</box>
story-body: ΤΟΚΙΟ, 24. (Ὑπηρ. Τύπου). — Εἰς τὸ Τόκιο, τὴν μεγαλυτέραν πόλιν τοῦ κόσμου μὲ πληθυσμὸν ὑπερβαίνοντα τὰ δέκα ἑκατομμύρια, τὸ βιοτικὸν ἐπίπεδον τῶν κατοίκων ἔχει φθάσει εἰς τὰ ἐπίπεδα τῶν Ἡνωμένων Πολιτειῶν. Αἱ στατιστικαὶ δεικνύουν ὅτι ἕκαστον νοικοκυριὸν διαθέτει ἠλεκτρικὰς συσκευάς, τηλεόρασιν καὶ ψυγεῖον, ἐνῷ τὸ μέσον εἰσόδημα αὐξάνεται ταχέως. <box>165 2023 291 2225</box>
story-body: ΒΗΡΥΤΟΣ, 24. (Ρώυτερ). — Ὁ βασιλεὺς Χουσεΐν τῆς Ἰορδανίας ἐξήτασε μετὰ τοῦ κ. Ἔλου τὴν κατάστασιν εἰς τὴν Μέσην Ἀνατολήν, κατὰ τὴν διάρκειαν συναντήσεως ἡ ὁποία διήρκεσε τρεῖς ὥρας. Ἐξητάσθησαν τὰ θέματα τῶν προσφύγων καὶ τῆς ἀποχωρήσεως τῶν ἰσραηλινῶν δυνάμεων ἀπὸ τὰ κατεχόμενα ἐδάφη. <box>819 1037 1002 1156</box>
obituaries-title: ΚΗΔΕΙΑΙ <box>451 1985 604 2001</box>
story-body: ΒΗΡΥΤΟΣ, 24. (Ρώυτερ). — Ὁ βασιλεὺς Χουσεΐν τῆς Ἰορδανίας ἐξήτασε μετὰ τοῦ κ. Ἔλου τὴν κατάστασιν εἰς τὴν Μέσην Ἀνατολήν, κατὰ τὴν διάρκειαν συναντήσεως ἡ ὁποία διήρκεσε τρεῖς ὥρας. Ἐξητάσθησαν τὰ θέματα τῶν προσφύγων καὶ τῆς ἀποχωρήσεως τῶν ἰσραηλινῶν δυνάμεων ἀπὸ τὰ κατεχόμενα ἐδάφη. <box>626 918 809 1037</box>
story-body: ΛΟΣ ΑΝΤΖΕΛΕΣ, 24. (ΑΠ). — Ἐπιστήμονες κατώρθωσαν νὰ κατασκευάσουν νέον συνθετικὸν ὑλικόν, τὸ ὁποῖον εἶναι ἀνθεκτικώτερον τοῦ χάλυβος καὶ συγχρόνως ἐλαφρότερον τοῦ ἀλουμινίου. <box>434 783 620 866</box>
story-body: ΛΟΝΔΙΝΟΝ, 24. (Ρώυτερ). — Ἀνώτερος ὑπάλληλος τοῦ Ὑπουργείου Ἐξωτερικῶν μετέβη εἰς Γενεύην διὰ νὰ παρακολουθήσῃ τὰς συνομιλίας περὶ τῆς ἀνεξαρτησίας τῆς Νοτίου Ἀραβίας. <box>1199 1215 1373 1286</box>
story-body: ΑΘΗΝΑΙ, 24. — Εἰς τὸ Πανεπιστήμιον Ἀθηνῶν φοιτοῦν κατὰ τὸ τρέχον ἀκαδημαϊκὸν ἔτος 72 ξένοι σπουδασταί, προερχόμενοι ἐκ διαφόρων χωρῶν τῆς Εὐρώπης, τῆς Ἀφρικῆς καὶ τῆς Ἀσίας. <box>434 399 620 471</box>
story-title: ΜΕ ΙΚΑΝΟΠΟΙΗΣΙΝ ΧΑΙΡΕΤΙΖΕΤΑΙ Η ΣΥΜΦΩΝΙΑ ΗΝΩΜ. ΠΟΛΙΤΕΙΩΝ ΚΑΙ ΣΟΒΙΕΤΙΚΗΣ ΕΝΩΣΕΩΣ <box>677 1479 1142 1568</box>
story-body: ΝΕΑ ΥΟΡΚΗ, 24. (Ἀσ. Πρές). — Οἱ ὁμογενεῖς ἑτοιμάζουν μεγαλοπρεπῆ ὑποδοχὴν διὰ τὸ Βασιλικὸν Ζεῦγος. <box>1383 2095 1557 2143</box>
story-body: ΟΥΑΣΙΓΚΤΩΝ, 24. (Ὑπηρ. Τύπου). — Ἡ ἀμερικανικὴ διείσδυσις εἰς τὸν χῶρον τῆς Μέσης Ἀνατολῆς ἐντείνεται ἀπὸ μηνὸς εἰς μῆνα, ἐνῷ ἡ Ἀγγλία εὑρίσκεται εἰς ἀδυναμίαν νὰ ἀναμιχθῇ ἐνεργῶς εἰς τὰ ζητήματα τῆς περιοχῆς. Κατὰ πληροφορίας ἐκ διπλωματικῶν πηγῶν, αἱ Ἡνωμέναι Πολιτεῖαι προτίθενται νὰ ἐνισχύσουν τὴν παρουσίαν των διὰ νέων οἰκονομικῶν συμφωνιῶν καὶ στρατιωτικῆς βοηθείας πρὸς τὰς φιλικὰς κυβερνήσεις. Οἱ παρατηρηταὶ σημειώνουν ὅτι ἡ βρεταννικὴ ἐπιρροὴ μειοῦται συνεχῶς μετὰ τὴν ἀποχώρησιν ἀπὸ τὰς βάσεις Ἀνατολικῶς τοῦ Σουέζ. <box>29 421 224 611</box>
story-body: ΒΗΡΥΤΟΣ, 24. (Ρώυτερ). — Ὁ βασιλεὺς Χουσεΐν τῆς Ἰορδανίας ἐξήτασε μετὰ τοῦ κ. Ἔλου τὴν κατάστασιν εἰς τὴν Μέσην Ἀνατολήν, κατὰ τὴν διάρκειαν συναντήσεως ἡ ὁποία διήρκεσε τρεῖς ὥρας. Ἐξητάσθησαν τὰ θέματα τῶν προσφύγων καὶ τῆς ἀποχωρήσεως τῶν ἰσραηλινῶν δυνάμεων ἀπὸ τὰ κατεχόμενα ἐδάφη. <box>626 1156 809 1276</box>
story-body: ΛΟΣ ΑΝΤΖΕΛΕΣ, 24. (ΑΠ). — Ἐπιστήμονες κατώρθωσαν νὰ κατασκευάσουν νέον συνθετικὸν ὑλικόν, τὸ ὁποῖον εἶναι ἀνθεκτικώτερον τοῦ χάλυβος καὶ συγχρόνως ἐλαφρότερον τοῦ ἀλουμινίου. <box>434 950 620 1033</box>
story-body: ΜΟΣΧΑ, 24. (Ὑπηρ. Τύπου). — Ἕνας ἀπὸ τοὺς νέους γνωστοὺς ποιητὰς τῆς Σοβιετικῆς Ἑνώσεως, ὁ Εὐγκένι Γεφτουσένκο, ἐδέχθη νέαν ἐπίθεσιν ἐκ μέρους τῆς κομματικῆς ἡγεσίας διὰ τὴν στάσιν του ἔναντι τῆς λογοκρισίας. Ὁ ποιητὴς ἐπέμεινεν ὅτι ἡ ἐλευθερία τῆς ἐκφράσεως ἀποτελεῖ ἀναγκαίαν προϋπόθεσιν διὰ τὴν καλλιτεχνικὴν δημιουργίαν. Ἡ ἐφημερὶς «Πράβδα» ἐχαρακτήρισε τὰς δηλώσεις του ὡς ἀσυμβιβάστους πρὸς τὴν γραμμὴν τοῦ Κόμματος. <box>29 1403 224 1558</box>
obituary-body: Τὸν προσφιλῆ μας σύζυγον καὶ πατέρα ΧΡΗΣΤΟΝ ΜΑΥΡΙΔΗΝ κηδεύομεν σήμερον ἐκ τοῦ Ἱεροῦ Ναοῦ. Ἡ σύζυγος, τὰ τέκνα. <box>434 2196 620 2244</box>
story-body: ΡΩΜΗ, 24. (Ὑπηρ. Τύπου). — Ἰταλὸς δημοσιογράφος ἐπέθη ὑπὸ ἐρυθροφρουρῶν εἰς Πεκῖνον. <box>817 2168 1003 2204</box>
story-body: ΑΜΜΟΧΩΣΤΟΣ, 24. (Ἀθην. Πρακτ.). — Οἱ ὑπάλληλοι τῆς Ἠλεκτρικῆς Ἑταιρείας Κύπρου ἀπεφάσισαν νὰ μὴ ἐνταχθοῦν εἰς τὴν Ἕνωσιν Προσωπικοῦ. <box>1199 1789 1373 1849</box>
story-body: ΚΙΝΣΑΣΑ, 24. (Ὑπηρ. Τύπου). — Ἡ συμφωνία ἀνακωχῆς μεταξὺ τῶν μισθοφόρων καὶ τῶν κογκολέζικων στρατευμάτων παρετάθη σιωπηρῶς. Οἱ μισθοφόροι, οἱ ὁποῖοι κατέχουν τὴν πόλιν Μπουκάβου, δύνανται νὰ μεταβοῦν εἰς τὴν Ρουάντα ὑπὸ τὴν ἐπίβλεψιν τοῦ Διεθνοῦς Ἐρυθροῦ Σταυροῦ. <box>1383 598 1557 705</box>
story-body: ΤΟΚΙΟ, 24. (Ὑπηρ. Τύπου). — Εἰς τὸ Τόκιο, τὴν μεγαλυτέραν πόλιν τοῦ κόσμου μὲ πληθυσμὸν ὑπερβαίνοντα τὰ δέκα ἑκατομμύρια, τὸ βιοτικὸν ἐπίπεδον τῶν κατοίκων ἔχει φθάσει εἰς τὰ ἐπίπεδα τῶν Ἡνωμένων Πολιτειῶν. Αἱ στατιστικαὶ δεικνύουν ὅτι ἕκαστον νοικοκυριὸν διαθέτει ἠλεκτρικὰς συσκευάς, τηλεόρασιν καὶ ψυγεῖον, ἐνῷ τὸ μέσον εἰσόδημα αὐξάνεται ταχέως. <box>29 2094 156 2297</box>
story-body: ΤΟΚΙΟ, 24. (Ὑπηρ. Τύπου). — Εἰς τὸ Τόκιο, τὴν μεγαλυτέραν πόλιν τοῦ κόσμου μὲ πληθυσμὸν ὑπερβαίνοντα τὰ δέκα ἑκατομμύρια, τὸ βιοτικὸν ἐπίπεδον τῶν κατοίκων ἔχει φθάσει εἰς τὰ ἐπίπεδα τῶν Ἡνωμένων Πολιτειῶν. Αἱ στατιστικαὶ δεικνύουν ὅτι ἕκαστον νοικοκυριὸν διαθέτει ἠλεκτρικὰς συσκευάς, τηλεόρασιν καὶ ψυγεῖον, ἐνῷ τὸ μέσον εἰσόδημα αὐξάνεται ταχέως. <box>29 1891 292 2380</box>
story-body: ΒΗΡΥΤΟΣ, 24. (Ὑπηρ. Τύπου). — Ἐκ καλῶς πληροφορημένων πηγῶν ἐγνώσθη ὅτι ἡ διάσκεψις τῶν ἡγετῶν τῶν ἀραβικῶν κρατῶν θὰ πραγματοποιηθῇ ὁριστικῶς εἰς Χαρτούμ, ἀσχέτως ἂν ὡρισμέναι χῶραι ἀρνηθοῦν νὰ μετάσχουν αὐτῆς. Ἡ ἡμερομηνία ἐνάρξεως τῶν ἐργασιῶν ὡρίσθη διὰ τὸ τέλος τοῦ μηνὸς καὶ ἀναμένεται ὅτι θὰ συζητηθοῦν τὰ προβλήματα τὰ ὁποῖα ἀνέκυψαν ἐκ τοῦ πολέμου τοῦ Ἰουνίου. Ὁ πρόεδρος τοῦ Σουδὰν ἀπέστειλε προσκλήσεις πρὸς ὅλους τοὺς ἀρχηγοὺς κρατῶν. Ἡ Συρία ἐξέφρασεν ἐπιφυλάξεις ὡς πρὸς τὴν σκοπιμότητα τῆς διασκέψεως, ἐνῷ ἡ Ἰορδανία καὶ ἡ Σαουδικὴ Ἀραβία ἀπεδέχθησαν. <box>626 155 809 382</box>
story-body: ΡΩΜΗ, 24. (Ὑπηρ. Τύπου). — Ἰταλὸς δημοσιογράφος ἐπέθη ὑπὸ ἐρυθροφρουρῶν εἰς Πεκῖνον. <box>817 2132 1003 2168</box>
main-headline: ΘΑ ΠΡΑΓΜΑΤΟΠΟΙΗΘΗ ΟΡΙΣΤΙΚΩΣ Η ΔΙΑΣΚΕΨΙΣ ΕΙΣ ΧΑΡΤΟΥΜ ΤΩΝ ΗΓΕΤΩΝ ΤΩΝ ΑΡΑΒΙΚΩΝ ΚΡΑΤΩΝ <box>677 6 1142 95</box>
story-body: ΒΗΡΥΤΟΣ, 24. (Ρώυτερ). — Ὁ βασιλεὺς Χουσεΐν τῆς Ἰορδανίας ἐξήτασε μετὰ τοῦ κ. Ἔλου τὴν κατάστασιν εἰς τὴν Μέσην Ἀνατολήν, κατὰ τὴν διάρκειαν συναντήσεως ἡ ὁποία διήρκεσε τρεῖς ὥρας. Ἐξητάσθησαν τὰ θέματα τῶν προσφύγων καὶ τῆς ἀποχωρήσεως τῶν ἰσραηλινῶν δυνάμεων ἀπὸ τὰ κατεχόμενα ἐδάφη. <box>819 918 1002 1037</box>
story-body: ΛΕΥΚΩΣΙΑ, 24. (Ἀθην. Πρακτ.). — Ἡ ἐφημερὶς «Ἐλευθερία» ἐξαίρει τὰ ἐπιτεύγματα τῆς Κυβερνήσεως καὶ τὴν ἐπικρατοῦσαν τάξιν καὶ ὁμαλότητα εἰς τὴν νῆσον. <box>1199 1421 1556 1577</box>
story-body: ΠΑΡΙΣΙΟΙ, 24. (Ὑπηρ. Τύπου). — Κατὰ τὸ παρελθὸν ἔτος κατεγράφησαν εἰς ὁλόκληρον τὴν ὑδρόγειον περισσότεροι ἀπὸ δέκα χιλιάδες σεισμοί. <box>434 1908 620 1967</box>
